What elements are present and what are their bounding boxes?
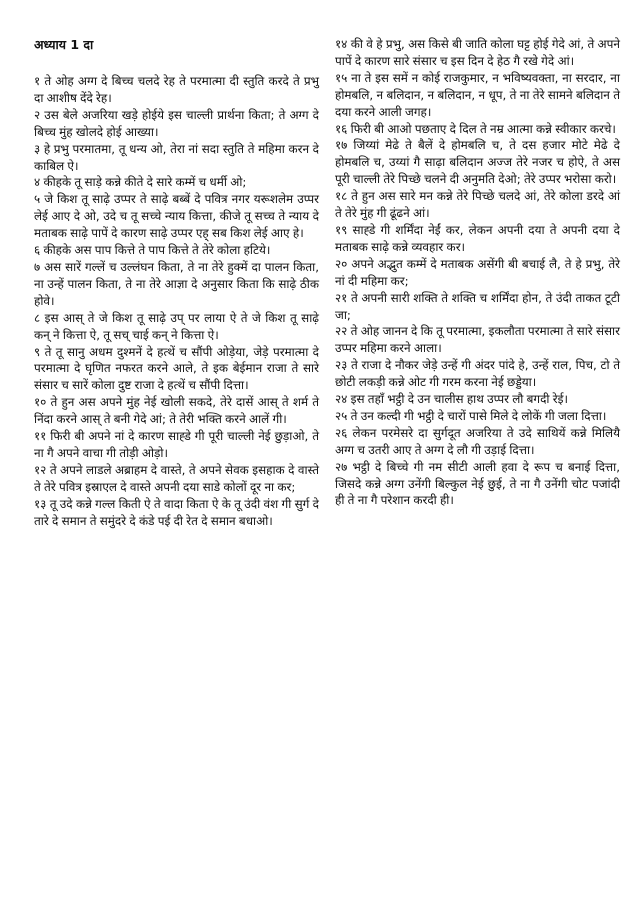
verse-13: १३ तू उदे कन्ने गल्ल किती ऐ ते वादा किता ऐ के तू उंदी वंश गी सुर्ग दे तारे दे समान ते समुंदरे दे कंडे पई दी रेत दे समान बधाओ।	[34, 496, 319, 528]
verse-3: ३ हे प्रभु परमातमा, तू धन्य ओ, तेरा नां सदा स्तुति ते महिमा करन दे काबिल ऐ।	[34, 141, 319, 173]
verse-1: १ ते ओह अग्ग दे बिच्च चलदे रेह ते परमात्मा दी स्तुति करदे ते प्रभु दा आशीष देंदे रेह।	[34, 74, 319, 105]
verse-10: १० ते हुन अस अपने मुंह नेई खोली सकदे, तेरे दासें आस् ते शर्म ते निंदा करने आस् ते बनी गेदे आं; ते तेरी भक्ति करने आलें गी।	[34, 395, 319, 427]
verse-21: २१ ते अपनी सारी शक्ति ते शक्ति च शर्मिंदा होन, ते उंदी ताकत टूटी जा;	[335, 290, 620, 322]
verse-18: १८ ते हुन अस सारे मन कन्ने तेरे पिच्छे चलदे आं, तेरे कोला डरदे आं ते तेरे मुंह गी ढूंढने आं।	[335, 189, 620, 221]
verse-11: ११ फिरी बी अपने नां दे कारण साह्डे गी पूरी चाल्ली नेई छुड़ाओ, ते ना गै अपने वाचा गी तोड़ी ओड़ो।	[34, 429, 319, 460]
verse-17: १७ जिय्यां मेढे ते बैलें दे होमबलि च, ते दस हजार मोटे मेढे दे होमबलि च, उय्यां गै साढ़ा बलिदान अज्ज तेरे नजर च होऐ, ते अस पूरी चाल्ली तेरे पिच्छे चलने दी अनुमति देओ; तेरे उप्पर भरोसा करो।	[335, 138, 620, 187]
verse-6: ६ कीहके अस पाप कित्ते ते पाप कित्ते ते तेरे कोला हटिये।	[34, 243, 271, 258]
verse-20: २० अपने अद्भुत कम्में दे मताबक असेंगी बी बचाई लै, ते हे प्रभु, तेरे नां दी महिमा कर;	[335, 256, 620, 288]
left-column	[34, 36, 319, 882]
verse-19: १९ साह्डे गी शर्मिंदा नेईं कर, लेकन अपनी दया ते अपनी दया दे मताबक साढ़े कन्ने व्यवहार कर।	[335, 222, 620, 254]
verse-16: १६ फिरी बी आओ पछताए दे दिल ते नम्र आत्मा कन्ने स्वीकार करचे।	[335, 121, 616, 136]
verse-12: १२ ते अपने लाडले अब्राहम दे वास्ते, ते अपने सेवक इसहाक दे वास्ते ते तेरे पवित्र इस्राएल दे वास्ते अपनी दया साडे कोलों दूर ना कर;	[34, 462, 319, 494]
verse-23: २३ ते राजा दे नौकर जेड़े उन्हें गी अंदर पांदे हे, उन्हें राल, पिच, टो ते छोटी लकड़ी कन्ने ओट गी गरम करना नेई छड्डेया।	[335, 358, 620, 390]
verse-24: २४ इस तहाँ भट्ठी दे उन चालीस हाथ उप्पर लौ बगदी रेई।	[335, 392, 568, 407]
verse-8: ८ इस आस् ते जे किश तू साढ़े उप् पर लाया ऐ ते जे किश तू साढ़े कन् ने कित्ता ऐ, तू सच् चाई कन् ने कित्ता ऐ।	[34, 310, 319, 342]
verse-2: २ उस बेले अजरिया खड़े होईये इस चाल्ली प्रार्थना किता; ते अग्ग दे बिच्च मुंह खोलदे होई आख्या।	[34, 107, 319, 139]
chapter-heading: अध्याय 1 दा	[34, 37, 94, 52]
verse-4: ४ कीहके तू साड़े कन्ने कीते दे सारे कम्में च धर्मी ओ;	[34, 175, 247, 190]
verse-25: २५ ते उन कल्दी गी भट्ठी दे चारों पासे मिले दे लोकें गी जला दित्ता।	[335, 408, 607, 423]
right-column	[335, 36, 620, 882]
verse-27: २७ भट्ठी दे बिच्चे गी नम सीटी आली हवा दे रूप च बनाई दित्ता, जिसदे कन्ने अग्ग उनेंगी बिल्कुल नेई छुई, ते ना गै उनेंगी चोट पजांदी ही ते ना गै परेशान करदी ही।	[335, 459, 620, 508]
verse-14: १४ की वे हे प्रभु, अस किसे बी जाति कोला घट्ट होई गेदे आं, ते अपने पापें दे कारण सारे संसार च इस दिन दे हेठ गै रखे गेदे आं।	[335, 37, 620, 68]
verse-7: ७ अस सारें गल्लें च उल्लंघन किता, ते ना तेरे हुक्में दा पालन किता, ना उन्हें पालन किता, ते ना तेरे आज्ञा दे अनुसार किता कि साढ़े ठीक होवे।	[34, 259, 319, 308]
verse-15: १५ ना ते इस समें न कोई राजकुमार, न भविष्यवक्ता, ना सरदार, ना होमबलि, न बलिदान, न बलिदान, न धूप, ते ना तेरे सामने बलिदान ते दया करने आली जगह।	[335, 70, 620, 119]
verse-5: ५ जे किश तू साढ़े उप्पर ते साढ़े बब्बें दे पवित्र नगर यरूशलेम उप्पर लेई आए दे ओ, उदे च तू सच्चे न्याय कित्ता, कीजे तू सच्च ते न्याय दे मताबक साढ़े पापें दे कारण साढ़े उप्पर एह् सब किश लेई आए हे।	[34, 192, 319, 241]
verse-22: २२ ते ओह जानन दे कि तू परमात्मा, इकलौता परमात्मा ते सारे संसार उप्पर महिमा करने आला।	[335, 324, 620, 356]
verse-26: २६ लेकन परमेसरे दा सुर्गदूत अजरिया ते उदे साथियें कन्ने मिलियै अग्ग च उतरी आए ते अग्ग दे लौ गी उड़ाई दित्ता।	[335, 425, 620, 457]
verse-9: ९ ते तू सानु अधम दुश्मनें दे हत्थें च सौंपी ओड़ेया, जेड़े परमात्मा दे परमात्मा दे घृणित नफरत करने आले, ते इक बेईमान राजा ते सारे संसार च सारें कोला दुष्ट राजा दे हत्थें च सौंपी दित्ता।	[34, 344, 319, 393]
